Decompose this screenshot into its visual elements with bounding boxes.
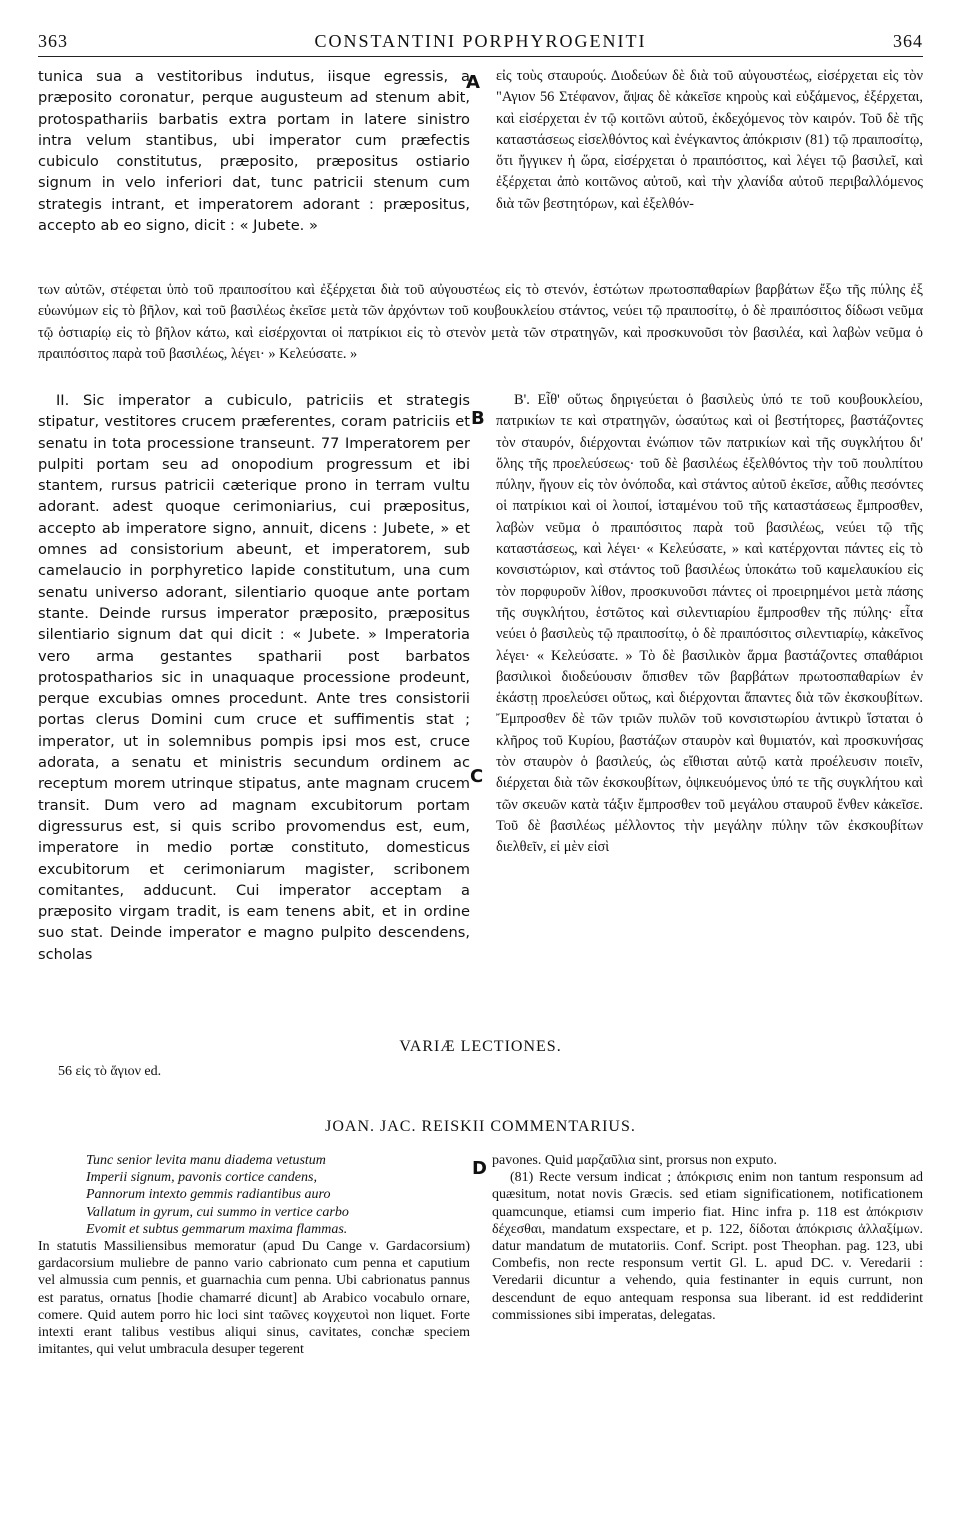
greek-paragraph-1: εἰς τοὺς σταυρούς. Διοδεύων δὲ διὰ τοῦ αὐγουστέως, εἰσέρχεται εἰς τὸν "Αγιον 56 Στέφανον, ἅψας δὲ κἀκεῖσε κηροὺς καὶ εὐξάμενος, ἐξέρχεται, καὶ εἰσέρχεται ἐν τῷ κοιτῶνι αὐτοῦ, ἐκδεχόμενος τὸν καιρόν. Τοῦ δὲ τῆς καταστάσεως εἰσελθόντος καὶ ἐνέγκαντος ἀπόκρισιν (81) τῷ πραιποσίτῳ, ὅτι ἤγγικεν ἡ ὥρα, εἰσέρχεται ὁ πραιπόσιτος, καὶ λέγει τῷ βασιλεῖ, καὶ ἐξέρχεται ἀπὸ κοιτῶνος αὐτοῦ, καὶ τὴν χλανίδα αὐτοῦ περιβαλλόμενος διὰ τῶν βεστητόρων, καὶ ἐξελθόν-: [496, 68, 923, 212]
latin-paragraph-2: II. Sic imperator a cubiculo, patriciis et strategis stipatur, vestitores crucem præferentes, coram patriciis et senatu in tota processione transeunt. 77 Imperatorem per pulpiti portam seu ad onopodium progressum et ibi stantem, rursus patricii cæterique prono in terram vultu adorant. adest quoque cerimoniarius, cui præpositus, accepto ab imperatore signo, annuit, dicens : Jubete, » et omnes ad consistorium abeunt, et imperatorem, sub camelaucio in porphyretico lapide constitutum, una cum senatu universo adorant, silentiario quoque ante portam stante. Deinde rursus imperator præposito, præpositus silentiario signum dat qui dicit : « Jubete. » Imperatoria vero arma gestantes spatharii post barbatos protospatharios sic in unaquaque processione prodeunt, perque excubias omnes procedunt. Ante tres consistorii portas clerus Domini cum cruce et suffimentis stat ; imperator, ut in solemnibus pompis ipsi mos est, cruce adorata, a senatu et ministris secundum ordinem ac receptum morem utrinque stipatus, ante magnam crucem transit. Dum vero ad magnam excubitorum portam digressurus est, si quis scribo provomendus est, eum, imperatore in medio portæ constituto, domesticus excubitorum et cerimoniarum magister, scribonem comitantes, adducunt. Cui imperator acceptam a præposito virgam tradit, is eam tenens abit, et in ordine suo stat. Deinde imperator e magno pulpito descendens, scholas: [38, 392, 470, 963]
greek-full-width-passage: των αὐτῶν, στέφεται ὑπὸ τοῦ πραιποσίτου καὶ ἐξέρχεται διὰ τοῦ αὐγουστέως εἰς τὸ στενόν, ἑστώτων πρωτοσπαθαρίων βαρβάτων ἔξω τῆς πύλης ἐξ εὐωνύμων εἰς τὸ βῆλον, καὶ τοῦ βασιλέως ἐκεῖσε μετὰ τῶν ἀρχόντων τοῦ κουβουκλείου στάντος, νεύει τῷ πραιποσίτῳ, ὁ δὲ πραιπόσιτος δίδωσι νεῦμα τῷ ὀστιαρίῳ εἰς τὸ βῆλον κάτω, καὶ εἰσέρχονται οἱ πατρίκιοι εἰς τὸ στενὸν μετὰ τῶν στρατηγῶν, καὶ προσκυνοῦσι τὸν βασιλέα, καὶ λαβὼν νεῦμα ὁ πραιπόσιτος παρὰ τοῦ βασιλέως, λέγει· » Κελεύσατε. »: [38, 282, 923, 362]
margin-marker-b: B: [471, 408, 485, 429]
right-page-number: 364: [893, 31, 923, 51]
poem-line: Imperii signum, pavonis cortice candens,: [86, 1170, 317, 1186]
running-header: [38, 18, 923, 57]
commentary-right-text-1: pavones. Quid μαρζαῦλια sint, prorsus non exputo.: [492, 1153, 778, 1168]
latin-column: [38, 66, 470, 965]
margin-marker-a: A: [466, 72, 480, 93]
poem-line: Evomit et subtus gemmarum maxima flammas.: [86, 1221, 348, 1237]
margin-marker-c: C: [470, 766, 484, 787]
margin-marker-d: D: [472, 1158, 487, 1179]
greek-paragraph-2: Β'. Εἶθ' οὕτως δηριγεύεται ὁ βασιλεὺς ὑπό τε τοῦ κουβουκλείου, πατρικίων τε καὶ στρατηγῶν, ὡσαύτως καὶ οἱ βεστήτορες, βαστάζοντες τὸν σταυρόν, διέρχονται ἐνώπιον τῶν πατρικίων καὶ τῆς συγκλήτου δι' ὅλης τῆς προελεύσεως· τοῦ δὲ βασιλέως ἐξελθόντος τὴν τοῦ πουλπίτου πύλην, ἤγουν εἰς τὸν ὀνόποδα, καὶ στάντος αὐτοῦ ἐκεῖσε, αὖθις πεσόντες οἱ πατρίκιοι καὶ οἱ λοιποί, ἱσταμένου τοῦ τῆς καταστάσεως ἔμπροσθεν, λαβὼν νεῦμα ὁ πραιπόσιτος παρὰ τοῦ βασιλέως, νεύει τῷ τῆς καταστάσεως, καὶ λέγει· « Κελεύσατε, » καὶ κατέρχονται πάντες εἰς τὸ κονσιστώριον, καὶ στάντος τοῦ βασιλέως ὑποκάτω τοῦ καμελαυκίου εἰς τὸν πορφυροῦν λίθον, προσκυνοῦσι πάντες οἱ προειρημένοι μετὰ πάσης τῆς συγκλήτου, ἑστῶτος καὶ σιλεντιαρίου ἔμπροσθεν τῆς πύλης· εἶτα νεύει ὁ βασιλεὺς τῷ πραιποσίτῳ, ὁ δὲ πραιπόσιτος σιλεντιαρίῳ, κἀκεῖνος λέγει· « Κελεύσατε. » Τὸ δὲ βασιλικὸν ἅρμα βαστάζοντες σπαθάριοι βασιλικοὶ διοδεύουσιν ὄπισθεν τῶν βαρβάτων πρωτοσπαθαρίων ἐν ἑκάστῃ προελεύσει οὕτως, καὶ διέρχονται ἅπαντες διὰ τῶν ἐκσκουβίτων. Ἔμπροσθεν δὲ τῶν τριῶν πυλῶν τοῦ κονσιστωρίου ἀντικρὺ ἵσταται ὁ κλῆρος τοῦ Κυρίου, βαστάζων σταυρὸν καὶ θυμιατόν, καὶ προσκυνήσας τὸν σταυρὸν ὁ βασιλεύς, ὡς εἴθισται αὐτῷ κατὰ προέλευσιν ποιεῖν, διέρχεται διὰ τῶν ἐκσκουβίτων, ὀψικευόμενος ὑπό τε τῆς συγκλήτου καὶ τῶν σκευῶν κατὰ τάξιν ἔμπροσθεν τοῦ μεγάλου σταυροῦ ἔνθεν κἀκεῖσε. Τοῦ δὲ βασιλέως μέλλοντος τὴν μεγάλην πύλην τῶν ἐκσκουβίτων διελθεῖν, εἰ μὲν εἰσὶ: [496, 392, 923, 856]
poem-line: Pannorum intexto gemmis radiantibus auro: [86, 1187, 331, 1203]
commentary-left-text: In statutis Massiliensibus memoratur (apud Du Cange v. Gardacorsium) gardacorsium muliebre de panno vario cabrionato cum penna et caputium vel almussia cum pennis, et guarnachia cum penna. Ubi cabrionatus pannus est paratus, ornatus [hodie chamarré dicunt] ab Arabico vocabulo ornare, comere. Quid autem porro hic loci sint ταῶνες κογχευτοὶ non liquet. Forte intexti erant talibus vestibus aliqui sinus, cavitates, conchæ speciem imitantes, qui velut umbracula desuper tegerent: [38, 1239, 470, 1358]
poem-line: Tunc senior levita manu diadema vetustum: [86, 1153, 326, 1168]
commentary-right-column: [492, 1152, 923, 1324]
running-title: CONSTANTINI PORPHYROGENITI: [314, 31, 647, 51]
commentary-right-text-2: (81) Recte versum indicat ; ἀπόκρισις enim non tantum responsum ad quæsitum, notat novis Græcis. sed etiam significationem, notificationem quamcunque, etiamsi cum imperio fiat. Hinc infra p. 118 est ἀπόκρισιν δέχεσθαι, mandatum exspectare, et p. 122, δίδοται ἀπόκρισις ἀλλαξίμων. datur mandatum de mutatoriis. Conf. Script. post Theophan. pag. 123, ubi Combefis, non recte responsum vertit Gl. L. apud DC. v. Veredarii : Veredarii dicuntur a vehendo, quia festinanter in equis currunt, non descendunt de equo antequam responsa sua liberant. id est reddiderint commissiones sibi imperatas, delegatas.: [492, 1170, 923, 1323]
poem-line: Vallatum in gyrum, cui summo in vertice carbo: [86, 1204, 349, 1220]
latin-paragraph-1: tunica sua a vestitoribus indutus, iisque egressis, a præposito coronatur, perque augusteum ad stenum abit, protospathariis barbatis extra portam in latere sinistro intra velum stantibus, ubi imperator cum præfectis cubiculo constitutus, præposito, præpositus ostiario signum in velo inferiori dat, tunc patricii stenum cum strategis intrant, et imperatorem adorant : præpositus, accepto ab eo signo, dicit : « Jubete. »: [38, 68, 470, 235]
greek-column: [496, 66, 923, 859]
left-page-number: 363: [38, 31, 68, 51]
quoted-poem: [38, 1152, 470, 1238]
main-text-columns: [38, 66, 923, 1026]
commentary-heading: JOAN. JAC. REISKII COMMENTARIUS.: [325, 1118, 636, 1135]
commentary-left-column: [38, 1152, 470, 1358]
variant-note: 56 εἰς τὸ ἅγιον ed.: [58, 1064, 162, 1079]
variae-lectiones-heading: VARIÆ LECTIONES.: [399, 1038, 562, 1055]
